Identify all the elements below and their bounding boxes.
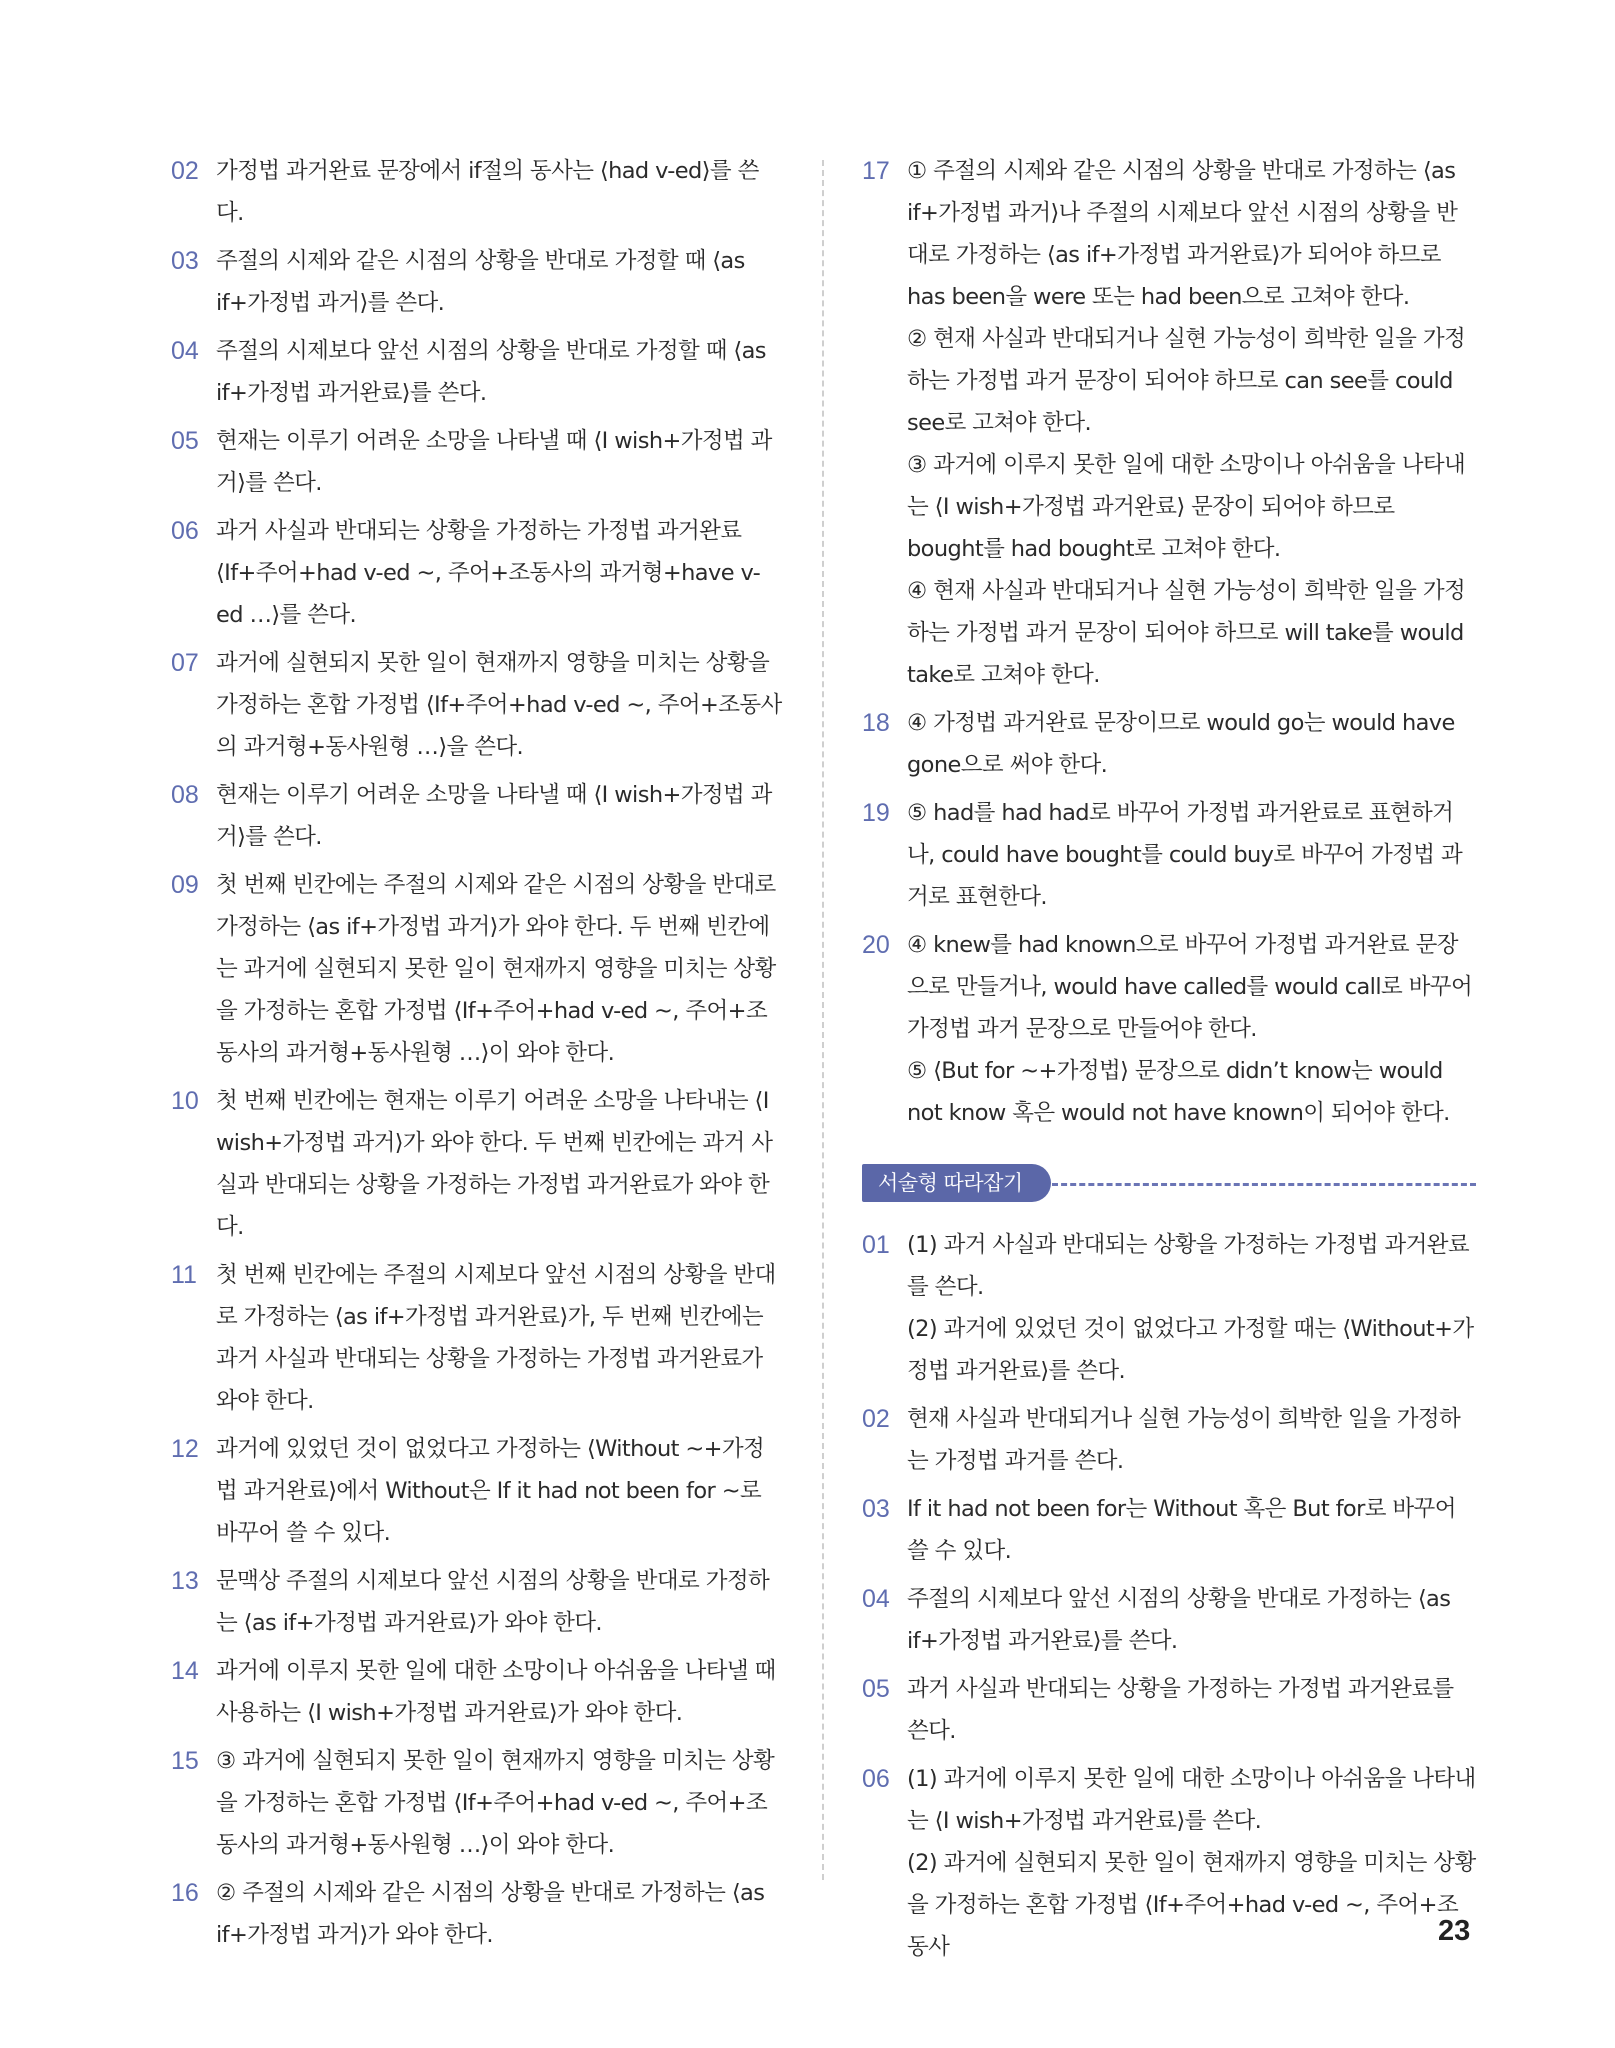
answer-text: (2) 과거에 실현되지 못한 일이 현재까지 영향을 미치는 상황을 가정하는 혼합 가정법 ⟨If+주어+had v-ed ~, 주어+조동사 — [907, 1850, 1476, 1960]
answer-text: 주절의 시제와 같은 시점의 상황을 반대로 가정할 때 ⟨as if+가정법 과거⟩를 쓴다. — [216, 248, 745, 316]
answer-list-right — [862, 150, 1476, 1134]
answer-text: 과거 사실과 반대되는 상황을 가정하는 가정법 과거완료를 쓴다. — [907, 1676, 1454, 1744]
answer-text: 첫 번째 빈칸에는 주절의 시제보다 앞선 시점의 상황을 반대로 가정하는 ⟨as if+가정법 과거완료⟩가, 두 번째 빈칸에는 과거 사실과 반대되는 상황을 가정하는 가정법 과거완료가 와야 한다. — [216, 1262, 776, 1414]
answer-item — [171, 774, 783, 858]
answer-number: 15 — [171, 1747, 199, 1775]
answer-number: 19 — [862, 799, 890, 827]
answer-text: ② 현재 사실과 반대되거나 실현 가능성이 희박한 일을 가정하는 가정법 과거 문장이 되어야 하므로 can see를 could see로 고쳐야 한다. — [907, 326, 1466, 436]
answer-item — [171, 1560, 783, 1644]
answer-number: 04 — [171, 337, 199, 365]
answer-text: 현재 사실과 반대되거나 실현 가능성이 희박한 일을 가정하는 가정법 과거를 쓴다. — [907, 1406, 1461, 1474]
answer-text: (2) 과거에 있었던 것이 없었다고 가정할 때는 ⟨Without+가정법 과거완료⟩를 쓴다. — [907, 1316, 1474, 1384]
answer-number: 17 — [862, 157, 890, 185]
answer-text: ④ 현재 사실과 반대되거나 실현 가능성이 희박한 일을 가정하는 가정법 과거 문장이 되어야 하므로 will take를 would take로 고쳐야 한다. — [907, 578, 1466, 688]
answer-number: 10 — [171, 1087, 199, 1115]
section-header — [862, 1164, 1476, 1204]
answer-text: ④ 가정법 과거완료 문장이므로 would go는 would have gone으로 써야 한다. — [907, 710, 1455, 778]
answer-item — [171, 510, 783, 636]
answer-number: 13 — [171, 1567, 199, 1595]
answer-item — [862, 1398, 1476, 1482]
answer-text: 첫 번째 빈칸에는 현재는 이루기 어려운 소망을 나타내는 ⟨I wish+가정법 과거⟩가 와야 한다. 두 번째 빈칸에는 과거 사실과 반대되는 상황을 가정하는 가정법 과거완료가 와야 한다. — [216, 1088, 773, 1240]
answer-text: ⑤ had를 had had로 바꾸어 가정법 과거완료로 표현하거나, could have bought를 could buy로 바꾸어 가정법 과거로 표현한다. — [907, 800, 1463, 910]
answer-text: 주절의 시제보다 앞선 시점의 상황을 반대로 가정하는 ⟨as if+가정법 과거완료⟩를 쓴다. — [907, 1586, 1451, 1654]
answer-text: 문맥상 주절의 시제보다 앞선 시점의 상황을 반대로 가정하는 ⟨as if+가정법 과거완료⟩가 와야 한다. — [216, 1568, 770, 1636]
answer-item — [171, 864, 783, 1074]
answer-item — [171, 420, 783, 504]
left-column — [171, 150, 783, 1962]
answer-text: ③ 과거에 이루지 못한 일에 대한 소망이나 아쉬움을 나타내는 ⟨I wish+가정법 과거완료⟩ 문장이 되어야 하므로 bought를 had bought로 고쳐야 한다. — [907, 452, 1466, 562]
answer-text: ④ knew를 had known으로 바꾸어 가정법 과거완료 문장으로 만들거나, would have called를 would call로 바꾸어 가정법 과거 문장으로 만들어야 한다. — [907, 932, 1473, 1042]
answer-text: 과거 사실과 반대되는 상황을 가정하는 가정법 과거완료 ⟨If+주어+had v-ed ~, 주어+조동사의 과거형+have v-ed …⟩를 쓴다. — [216, 518, 761, 628]
answer-list-section — [862, 1224, 1476, 1968]
answer-number: 18 — [862, 709, 890, 737]
answer-number: 05 — [862, 1675, 890, 1703]
answer-item — [862, 150, 1476, 696]
answer-number: 03 — [171, 247, 199, 275]
answer-item — [171, 150, 783, 234]
answer-number: 16 — [171, 1879, 199, 1907]
answer-item — [862, 792, 1476, 918]
answer-item — [171, 330, 783, 414]
answer-item — [171, 1254, 783, 1422]
answer-number: 05 — [171, 427, 199, 455]
answer-text: (1) 과거에 이루지 못한 일에 대한 소망이나 아쉬움을 나타내는 ⟨I wish+가정법 과거완료⟩를 쓴다. — [907, 1766, 1476, 1834]
answer-item — [862, 702, 1476, 786]
answer-number: 03 — [862, 1495, 890, 1523]
answer-text: 과거에 이루지 못한 일에 대한 소망이나 아쉬움을 나타낼 때 사용하는 ⟨I wish+가정법 과거완료⟩가 와야 한다. — [216, 1658, 776, 1726]
answer-item — [171, 240, 783, 324]
answer-item — [862, 1668, 1476, 1752]
answer-number: 01 — [862, 1231, 890, 1259]
page-number: 23 — [1438, 1915, 1471, 1947]
answer-number: 09 — [171, 871, 199, 899]
answer-item — [171, 1740, 783, 1866]
answer-text: ⑤ ⟨But for ~+가정법⟩ 문장으로 didn’t know는 would not know 혹은 would not have known이 되어야 한다. — [907, 1058, 1450, 1126]
answer-text: ③ 과거에 실현되지 못한 일이 현재까지 영향을 미치는 상황을 가정하는 혼합 가정법 ⟨If+주어+had v-ed ~, 주어+조동사의 과거형+동사원형 …⟩이 와야 한다. — [216, 1748, 775, 1858]
answer-number: 07 — [171, 649, 199, 677]
answer-number: 11 — [171, 1261, 197, 1289]
right-column — [862, 150, 1476, 1974]
column-divider — [822, 160, 824, 1880]
answer-number: 04 — [862, 1585, 890, 1613]
answer-text: 과거에 실현되지 못한 일이 현재까지 영향을 미치는 상황을 가정하는 혼합 가정법 ⟨If+주어+had v-ed ~, 주어+조동사의 과거형+동사원형 …⟩을 쓴다. — [216, 650, 782, 760]
section-dashed-line — [1052, 1183, 1476, 1186]
answer-item — [171, 1080, 783, 1248]
answer-item — [862, 1488, 1476, 1572]
answer-number: 12 — [171, 1435, 199, 1463]
section-badge: 서술형 따라잡기 — [862, 1164, 1051, 1202]
answer-text: 첫 번째 빈칸에는 주절의 시제와 같은 시점의 상황을 반대로 가정하는 ⟨as if+가정법 과거⟩가 와야 한다. 두 번째 빈칸에는 과거에 실현되지 못한 일이 현재까지 영향을 미치는 상황을 가정하는 혼합 가정법 ⟨If+주어+had v-ed ~, 주어+조동사의 과거형+동사원형 …⟩이 와야 한다. — [216, 872, 776, 1066]
answer-text: ① 주절의 시제와 같은 시점의 상황을 반대로 가정하는 ⟨as if+가정법 과거⟩나 주절의 시제보다 앞선 시점의 상황을 반대로 가정하는 ⟨as if+가정법 과거완료⟩가 되어야 하므로 has been을 were 또는 had been으로 고쳐야 한다. — [907, 158, 1458, 310]
answer-text: 과거에 있었던 것이 없었다고 가정하는 ⟨Without ~+가정법 과거완료⟩에서 Without은 If it had not been for ~로 바꾸어 쓸 수 있다. — [216, 1436, 765, 1546]
answer-text: If it had not been for는 Without 혹은 But for로 바꾸어 쓸 수 있다. — [907, 1496, 1456, 1564]
answer-number: 20 — [862, 931, 890, 959]
answer-text: ② 주절의 시제와 같은 시점의 상황을 반대로 가정하는 ⟨as if+가정법 과거⟩가 와야 한다. — [216, 1880, 765, 1948]
answer-item — [171, 1872, 783, 1956]
answer-text: 가정법 과거완료 문장에서 if절의 동사는 ⟨had v-ed⟩를 쓴다. — [216, 158, 759, 226]
answer-text: 현재는 이루기 어려운 소망을 나타낼 때 ⟨I wish+가정법 과거⟩를 쓴다. — [216, 428, 772, 496]
answer-item — [862, 1578, 1476, 1662]
answer-item — [171, 642, 783, 768]
answer-text: (1) 과거 사실과 반대되는 상황을 가정하는 가정법 과거완료를 쓴다. — [907, 1232, 1470, 1300]
answer-number: 06 — [171, 517, 199, 545]
answer-number: 06 — [862, 1765, 890, 1793]
answer-item — [171, 1428, 783, 1554]
answer-number: 02 — [862, 1405, 890, 1433]
answer-number: 02 — [171, 157, 199, 185]
answer-text: 현재는 이루기 어려운 소망을 나타낼 때 ⟨I wish+가정법 과거⟩를 쓴다. — [216, 782, 772, 850]
answer-text: 주절의 시제보다 앞선 시점의 상황을 반대로 가정할 때 ⟨as if+가정법 과거완료⟩를 쓴다. — [216, 338, 766, 406]
answer-number: 14 — [171, 1657, 199, 1685]
answer-item — [862, 1758, 1476, 1968]
answer-number: 08 — [171, 781, 199, 809]
answer-item — [862, 1224, 1476, 1392]
answer-item — [171, 1650, 783, 1734]
answer-item — [862, 924, 1476, 1134]
